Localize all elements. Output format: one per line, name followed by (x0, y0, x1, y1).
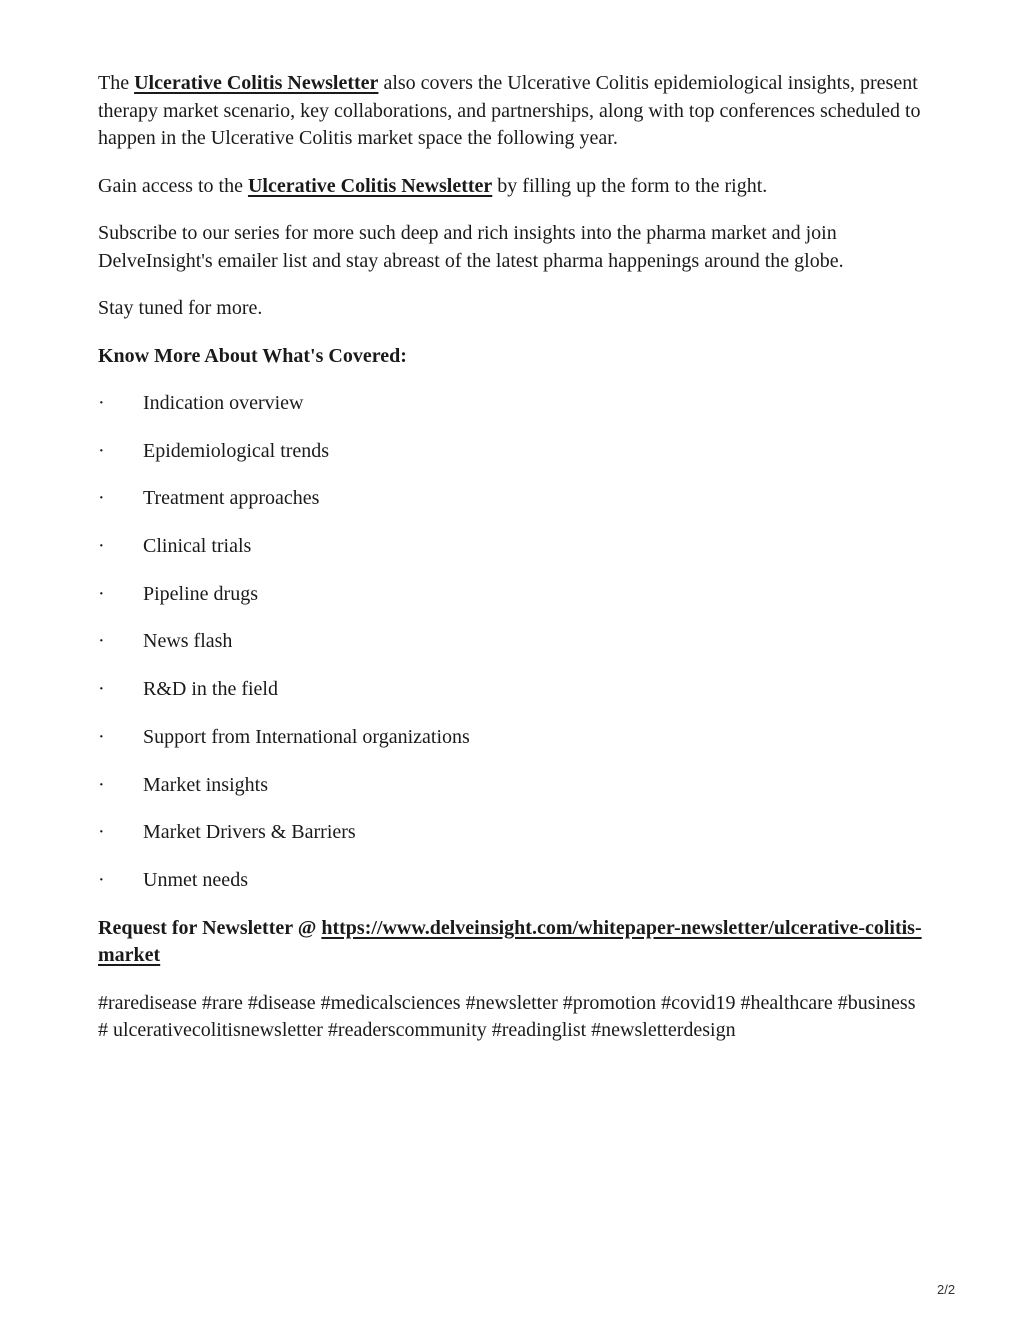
bullet-icon: · (98, 535, 105, 558)
stay-tuned-text: Stay tuned for more. (98, 297, 263, 319)
bullet-icon: · (98, 582, 105, 605)
list-item-label: Support from International organizations (143, 725, 470, 748)
subscribe-paragraph: Subscribe to our series for more such deep and rich insights into the pharma market and join DelveInsight's emailer list and stay abreast of the latest pharma happenings around the globe. (98, 222, 844, 272)
bullet-icon: · (98, 725, 105, 748)
intro-text-start: The (98, 72, 135, 94)
request-label: Request for Newsletter @ (98, 916, 322, 939)
list-item (98, 867, 928, 895)
list-item-label: Unmet needs (143, 868, 248, 891)
list-item (98, 724, 928, 752)
list-item (98, 819, 928, 847)
access-text-start: Gain access to the (98, 174, 248, 197)
bullet-icon: · (98, 773, 105, 796)
list-item (98, 533, 928, 561)
bullet-icon: · (98, 392, 105, 414)
bullet-icon: · (98, 868, 105, 891)
list-item-label: R&D in the field (143, 678, 278, 701)
list-item-label: Pipeline drugs (143, 582, 258, 605)
bullet-icon: · (98, 630, 105, 653)
list-item-label: News flash (143, 630, 233, 653)
bullet-icon: · (98, 821, 105, 844)
list-item (98, 438, 928, 466)
intro-paragraph (98, 70, 928, 153)
newsletter-access-link[interactable]: Ulcerative Colitis Newsletter (247, 174, 493, 197)
list-item-label: Clinical trials (143, 535, 252, 558)
request-newsletter (98, 915, 928, 970)
list-item (98, 676, 928, 704)
document-page (98, 70, 928, 1045)
list-item (98, 581, 928, 609)
covered-heading: Know More About What's Covered: (98, 344, 407, 367)
intro-text-end: also covers the Ulcerative Colitis epidemiological insights, present therapy market scenario, key collaborations, and partnerships, along with top conferences scheduled to happen in the Ulcerative Colitis market space the following year. (98, 72, 921, 149)
page-number: 2/2 (937, 1282, 956, 1297)
list-item-label: Treatment approaches (143, 487, 320, 510)
list-item (98, 390, 928, 418)
access-paragraph (98, 173, 928, 201)
list-item (98, 628, 928, 656)
newsletter-link[interactable]: Ulcerative Colitis Newsletter (134, 72, 379, 94)
covered-list (98, 390, 928, 894)
list-item-label: Market Drivers & Barriers (143, 821, 356, 844)
bullet-icon: · (98, 678, 105, 701)
access-text-end: by filling up the form to the right. (492, 174, 768, 197)
list-item-label: Indication overview (143, 392, 304, 414)
bullet-icon: · (98, 487, 105, 510)
list-item (98, 772, 928, 800)
bullet-icon: · (98, 439, 105, 462)
list-item-label: Market insights (143, 773, 268, 796)
list-item (98, 485, 928, 513)
request-url-link[interactable]: https://www.delveinsight.com/whitepaper-newsletter/ulcerative-colitis-market (98, 916, 922, 967)
list-item-label: Epidemiological trends (143, 439, 330, 462)
hashtags-text: #raredisease #rare #disease #medicalsciences #newsletter #promotion #covid19 #healthcare #business # ulcerativecolitisnewsletter #readerscommunity #readinglist #newsletterdesign (98, 991, 916, 1042)
